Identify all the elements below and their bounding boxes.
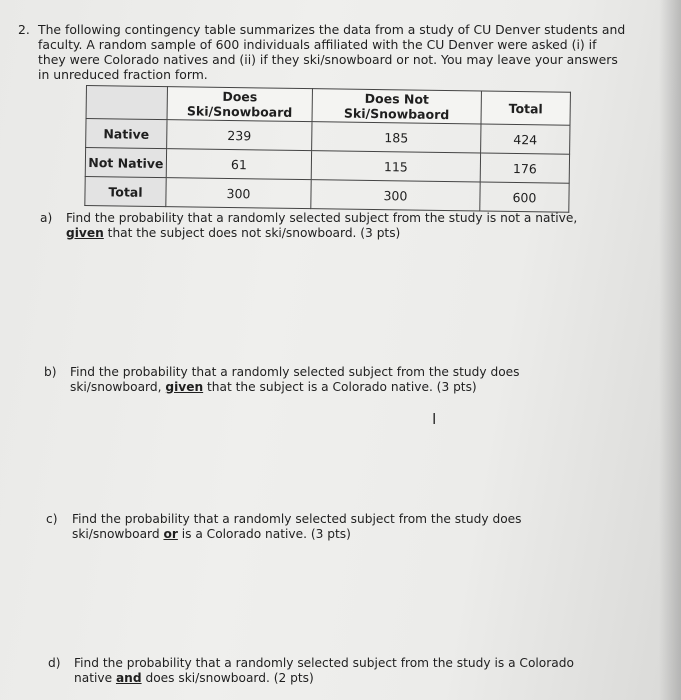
part-a-label: a) [40,211,53,225]
question-header [18,22,628,82]
question-number: 2. [18,22,30,37]
question-text: The following contingency table summarizes the data from a study of CU Denver students and faculty. A random sample of 600 individuals affiliated with the CU Denver were asked (i) if they were Colorado natives and (ii) if they ski/snowboard or not. You may leave your answers in unreduced fraction form. [38,22,626,82]
emphasis-word: and [115,670,142,685]
part-c-label: c) [46,512,58,526]
text-cursor-icon: I [432,410,437,428]
table-row [85,176,569,212]
row-label-total: Total [85,176,166,206]
part-b-text: Find the probability that a randomly selected subject from the study does ski/snowboard, given that the subject is a Colorado native. (3 pts) [70,365,520,394]
part-c-text: Find the probability that a randomly selected subject from the study does ski/snowboard or is a Colorado native. (3 pts) [72,512,522,541]
contingency-table [84,85,571,213]
row-label-not-native: Not Native [85,148,166,178]
table-cell: 300 [166,178,311,209]
table-cell: 176 [480,153,569,183]
part-d [48,656,610,685]
row-label-native: Native [86,119,167,149]
part-d-label: d) [48,656,61,670]
table-cell: 600 [480,182,569,212]
emphasis-word: given [165,379,204,394]
part-a [40,211,600,240]
table-cell: 61 [166,149,311,180]
part-b [44,365,599,394]
part-b-label: b) [44,365,57,379]
header-does-not-ski: Does Not Ski/Snowbaord [312,89,481,124]
table-cell: 185 [312,122,481,153]
part-c [46,512,606,541]
table-cell: 300 [311,180,480,211]
part-d-text: Find the probability that a randomly selected subject from the study is a Colorado native and does ski/snowboard. (2 pts) [74,656,574,685]
table-corner-cell [86,86,167,120]
table-cell: 115 [311,151,480,182]
table-cell: 239 [167,120,312,151]
header-does-ski: Does Ski/Snowboard [167,87,312,122]
part-a-text: Find the probability that a randomly selected subject from the study is not a native, given that the subject does not ski/snowboard. (3 pts) [66,211,578,240]
emphasis-word: or [163,526,178,541]
table-cell: 424 [481,124,570,154]
header-total: Total [481,91,570,125]
page-edge-shadow [659,0,681,700]
emphasis-word: given [66,225,104,240]
